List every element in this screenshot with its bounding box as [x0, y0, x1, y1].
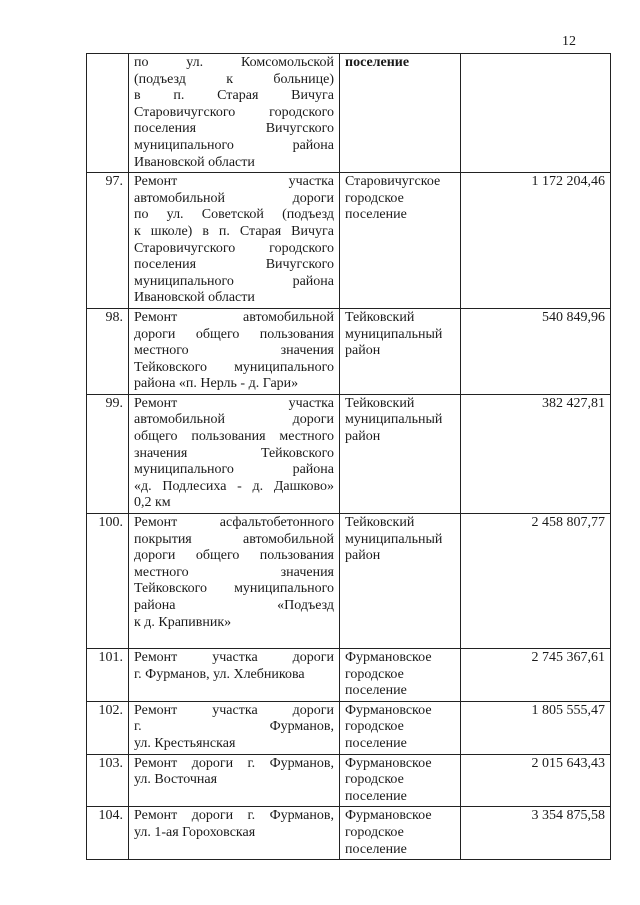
description-line: ул. 1-ая Гороховская [134, 824, 256, 840]
amount: 540 849,96 [461, 308, 611, 394]
table-body [87, 54, 611, 860]
description-line: Ремонт участка дороги [134, 650, 334, 666]
description-line: Ремонт асфальтобетонного [134, 515, 334, 531]
recipient-line: Фурмановское [345, 702, 432, 718]
description-line: г. Фурманов, [134, 719, 334, 735]
recipient-line: муниципальный [345, 531, 443, 547]
recipient-line: поселение [345, 736, 407, 751]
recipient-line: городское [345, 190, 404, 206]
table-row [87, 394, 611, 513]
road-repair-table [86, 53, 611, 860]
recipient-line: район [345, 343, 381, 359]
recipient-line: городское [345, 719, 404, 735]
description-line: района «п. Нерль - д. Гари» [134, 376, 299, 392]
description-line: автомобильной дороги [134, 190, 334, 206]
recipient [340, 807, 461, 860]
description-line: поселения Вичугского [134, 121, 334, 137]
recipient-line: поселение [345, 683, 407, 699]
table-row [87, 54, 611, 173]
table-row [87, 807, 611, 860]
table-row [87, 649, 611, 702]
description-line: района «Подъезд [134, 598, 334, 613]
description-line: по ул. Советской (подъезд [134, 207, 334, 223]
description-line: по ул. Комсомольской [134, 55, 334, 70]
table-row [87, 308, 611, 394]
row-number: 104. [87, 807, 129, 860]
description-line: Ремонт участка дороги [134, 702, 334, 718]
recipient [340, 514, 461, 649]
recipient-line: городское [345, 772, 404, 788]
description-line: дороги общего пользования [134, 326, 334, 342]
recipient-line: Старовичугское [345, 174, 441, 190]
row-number [87, 54, 129, 173]
recipient-line: Тейковский [345, 309, 415, 325]
description-line: Старовичугского городского [134, 104, 334, 120]
description-line: ул. Крестьянская [134, 736, 236, 751]
description-line: значения Тейковского [134, 445, 334, 461]
description-line: покрытия автомобильной [134, 531, 334, 547]
table-row [87, 701, 611, 754]
recipient-line: муниципальный [345, 412, 443, 428]
description-line: Ремонт участка [134, 174, 334, 190]
row-number: 97. [87, 173, 129, 309]
work-description [129, 807, 340, 860]
amount: 3 354 875,58 [461, 807, 611, 860]
description-line: в п. Старая Вичуга [134, 88, 334, 104]
description-line: 0,2 км [134, 495, 171, 511]
recipient-line: городское [345, 824, 404, 840]
table-row [87, 754, 611, 807]
description-line: Ремонт автомобильной [134, 309, 334, 325]
description-line: Тейковского муниципального [134, 581, 334, 597]
recipient-line: поселение [345, 788, 407, 804]
recipient [340, 54, 461, 173]
description-line: «д. Подлесиха - д. Дашково» [134, 478, 334, 494]
row-number: 98. [87, 308, 129, 394]
recipient-line: городское [345, 666, 404, 682]
recipient [340, 394, 461, 513]
description-line: Ивановской области [134, 154, 255, 170]
description-line: Старовичугского городского [134, 240, 334, 256]
description-line: местного значения [134, 564, 334, 580]
description-line: дороги общего пользования [134, 548, 334, 564]
recipient [340, 754, 461, 807]
recipient-line: Тейковский [345, 515, 415, 531]
recipient-line: Фурмановское [345, 755, 432, 771]
page-number: 12 [562, 34, 576, 49]
description-line: местного значения [134, 343, 334, 359]
work-description [129, 649, 340, 702]
recipient [340, 701, 461, 754]
description-line: (подъезд к больнице) [134, 71, 334, 87]
description-line: к школе) в п. Старая Вичуга [134, 223, 334, 239]
work-description [129, 754, 340, 807]
description-line: Ивановской области [134, 290, 255, 306]
description-line: Ремонт дороги г. Фурманов, [134, 755, 334, 771]
table-row [87, 514, 611, 649]
work-description [129, 394, 340, 513]
description-line: автомобильной дороги [134, 412, 334, 428]
description-line: муниципального района [134, 273, 334, 289]
description-line: муниципального района [134, 462, 334, 478]
work-description [129, 514, 340, 649]
description-line: поселения Вичугского [134, 257, 334, 273]
work-description [129, 701, 340, 754]
work-description [129, 308, 340, 394]
recipient-line: Фурмановское [345, 808, 432, 824]
recipient-line: Тейковский [345, 395, 415, 411]
recipient-line: поселение [345, 841, 407, 857]
description-line: г. Фурманов, ул. Хлебникова [134, 666, 305, 682]
recipient-line: поселение [345, 207, 407, 223]
recipient-line: муниципальный [345, 326, 443, 342]
description-line: общего пользования местного [134, 429, 334, 445]
recipient-line: район [345, 429, 381, 445]
description-line: ул. Восточная [134, 772, 218, 788]
recipient [340, 308, 461, 394]
work-description [129, 54, 340, 173]
amount: 382 427,81 [461, 394, 611, 513]
recipient-line: Фурмановское [345, 650, 432, 666]
description-line: Ремонт участка [134, 395, 334, 411]
work-description [129, 173, 340, 309]
row-number: 99. [87, 394, 129, 513]
row-number: 101. [87, 649, 129, 702]
row-number: 100. [87, 514, 129, 649]
amount: 2 458 807,77 [461, 514, 611, 649]
table-row [87, 173, 611, 309]
recipient [340, 649, 461, 702]
row-number: 103. [87, 754, 129, 807]
amount: 1 172 204,46 [461, 173, 611, 309]
description-line: к д. Крапивник» [134, 614, 232, 630]
amount: 2 015 643,43 [461, 754, 611, 807]
description-line: муниципального района [134, 137, 334, 153]
description-line: Тейковского муниципального [134, 359, 334, 375]
recipient-line: район [345, 548, 381, 564]
recipient [340, 173, 461, 309]
amount: 2 745 367,61 [461, 649, 611, 702]
row-number: 102. [87, 701, 129, 754]
recipient-line: поселение [345, 55, 410, 70]
description-line: Ремонт дороги г. Фурманов, [134, 808, 334, 824]
amount [461, 54, 611, 173]
amount: 1 805 555,47 [461, 701, 611, 754]
